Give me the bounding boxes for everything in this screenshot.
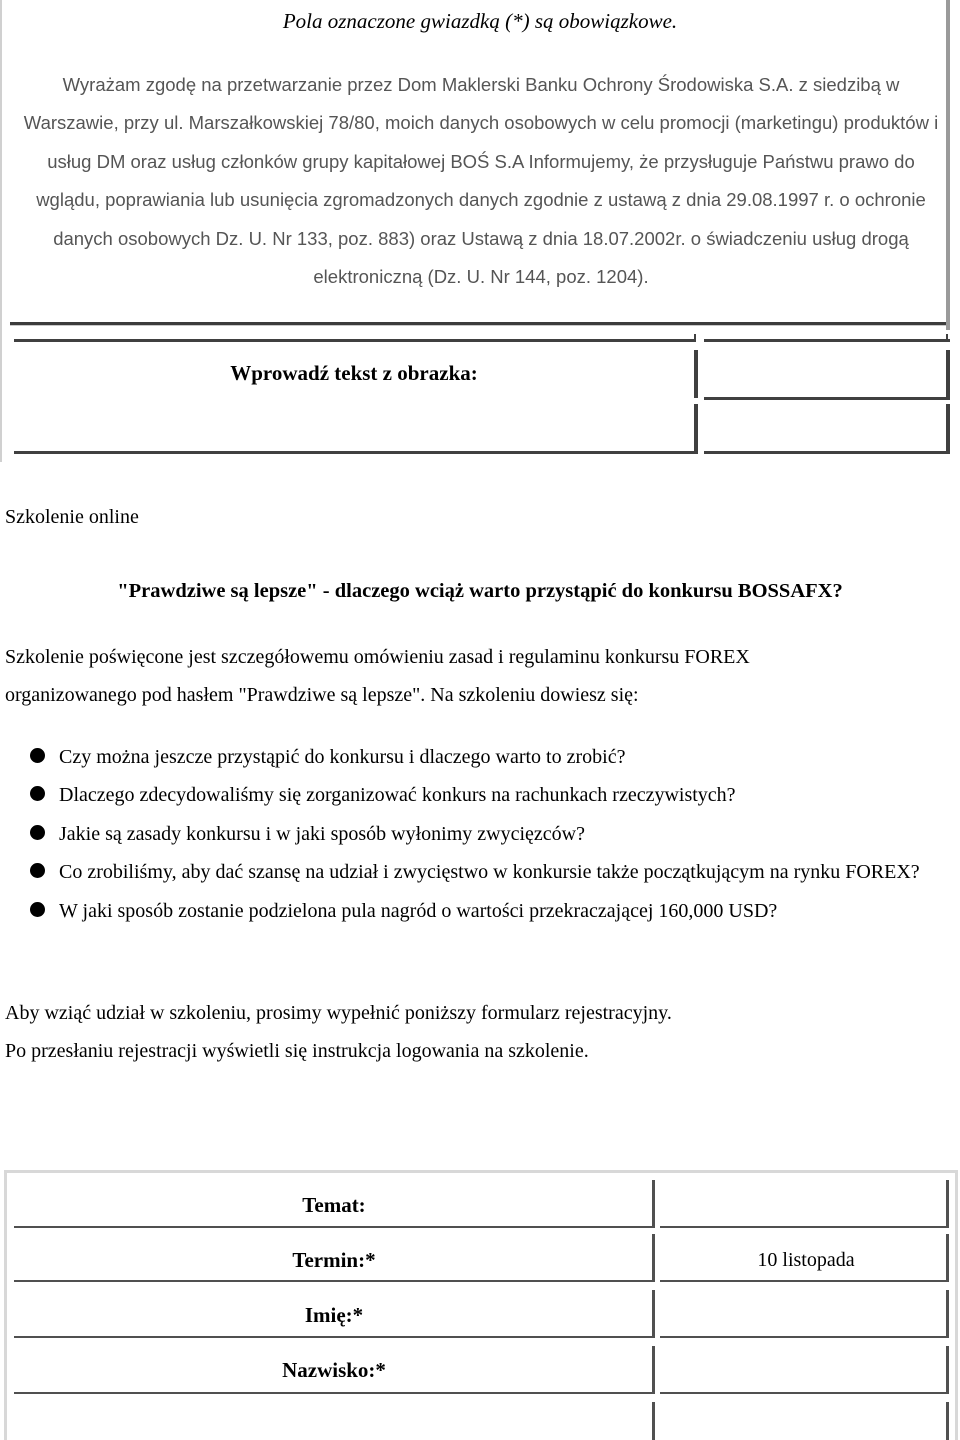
topics-list <box>0 738 960 930</box>
captcha-row2-rightline <box>694 404 698 452</box>
captcha-input-tick <box>946 334 948 342</box>
list-item-text: Czy można jeszcze przystąpić do konkursu i dlaczego warto to zrobić? <box>59 746 626 768</box>
topic-value-cell-right <box>946 1180 949 1228</box>
first-name-input[interactable] <box>660 1290 952 1340</box>
first-name-input-right <box>946 1290 949 1338</box>
list-item-text: Co zrobiliśmy, aby dać szansę na udział i zwycięstwo w konkursie także początkującym na rynku FOREX? <box>59 861 920 884</box>
date-label: Termin:* <box>292 1248 376 1272</box>
form-left-border <box>4 1170 7 1440</box>
date-value: 10 listopada <box>757 1249 855 1271</box>
captcha-input-rightline <box>946 350 950 398</box>
list-item-text: Jakie są zasady konkursu i w jaki sposób wyłonimy zwycięzców? <box>59 822 585 845</box>
consent-panel-right-border <box>946 0 950 330</box>
captcha-input-bottomline <box>704 397 950 400</box>
captcha-cell-tick <box>694 334 696 342</box>
list-item <box>0 738 960 776</box>
captcha-text-input[interactable] <box>704 334 950 400</box>
next-row-input-cell-right <box>946 1402 949 1440</box>
captcha-row2-right-rightline <box>946 404 950 452</box>
first-name-input-bottom <box>660 1336 949 1338</box>
bullet-icon <box>30 748 45 763</box>
bullet-icon <box>30 902 45 917</box>
topic-value-cell <box>660 1180 952 1230</box>
captcha-input-topline <box>704 339 950 342</box>
captcha-cell-topline <box>14 339 696 342</box>
list-item <box>0 892 960 930</box>
consent-divider-shadow <box>10 325 946 326</box>
captcha-row2-right-bottomline <box>704 451 950 454</box>
headline: "Prawdziwe są lepsze" - dlaczego wciąż warto przystąpić do konkursu BOSSAFX? <box>117 580 843 602</box>
list-item <box>0 776 960 814</box>
date-label-cell-right <box>652 1234 655 1282</box>
list-item <box>0 853 960 891</box>
required-fields-note: Pola oznaczone gwiazdką (*) są obowiązkowe. <box>282 9 678 33</box>
captcha-row2-bottomline <box>14 451 698 454</box>
intro-paragraph: Szkolenie poświęcone jest szczegółowemu omówieniu zasad i regulaminu konkursu FOREX organizowanego pod hasłem "Prawdziwe są lepsze". Na szkoleniu dowiesz się: <box>5 646 750 707</box>
first-name-label-cell-right <box>652 1290 655 1338</box>
first-name-label: Imię:* <box>304 1303 364 1327</box>
bullet-icon <box>30 825 45 840</box>
section-title: Szkolenie online <box>5 506 139 528</box>
next-row-label-cell-right <box>652 1402 655 1440</box>
captcha-label: Wprowadź tekst z obrazka: <box>230 361 478 385</box>
list-item-text: W jaki sposób zostanie podzielona pula nagród o wartości przekraczającej 160,000 USD? <box>59 899 778 922</box>
topic-label-cell-bottom <box>14 1226 655 1228</box>
topic-label: Temat: <box>302 1193 366 1217</box>
date-label-cell-bottom <box>14 1280 655 1282</box>
last-name-label-cell-right <box>652 1346 655 1394</box>
list-item <box>0 815 960 853</box>
date-select-bottom <box>660 1280 949 1282</box>
consent-panel-left-border <box>0 0 2 462</box>
consent-text[interactable]: Wyrażam zgodę na przetwarzanie przez Dom Maklerski Banku Ochrony Środowiska S.A. z siedzibą w Warszawie, przy ul. Marszałkowskiej 78/80, moich danych osobowych w celu promocji (marketingu) produktów i usług DM oraz usług członków grupy kapitałowej BOŚ S.A Informujemy, że przysługuje Państwu prawo do wglądu, poprawiania lub usunięcia zgromadzonych danych zgodnie z ustawą z dnia 29.08.1997 r. o ochronie danych osobowych Dz. U. Nr 133, poz. 883) oraz Ustawą z dnia 18.07.2002r. o świadczeniu usług drogą elektroniczną (Dz. U. Nr 144, poz. 1204). <box>23 74 939 288</box>
last-name-input-right <box>946 1346 949 1394</box>
outro-line-1: Aby wziąć udział w szkoleniu, prosimy wypełnić poniższy formularz rejestracyjny. <box>5 1002 672 1024</box>
captcha-row2-right-cell <box>704 404 950 456</box>
first-name-label-cell-bottom <box>14 1336 655 1338</box>
list-item-text: Dlaczego zdecydowaliśmy się zorganizować konkurs na rachunkach rzeczywistych? <box>59 784 736 807</box>
next-row-input-cell[interactable] <box>660 1402 952 1440</box>
last-name-label: Nazwisko:* <box>282 1358 386 1382</box>
form-top-border <box>4 1170 956 1173</box>
last-name-label-cell-bottom <box>14 1392 655 1394</box>
captcha-cell-rightline <box>694 350 698 398</box>
next-row-label-cell <box>14 1402 658 1440</box>
topic-label-cell-right <box>652 1180 655 1228</box>
form-right-border <box>955 1170 958 1440</box>
bullet-icon <box>30 863 45 878</box>
last-name-input[interactable] <box>660 1346 952 1396</box>
captcha-submit-cell <box>14 404 700 456</box>
topic-value-cell-bottom <box>660 1226 949 1228</box>
bullet-icon <box>30 786 45 801</box>
last-name-input-bottom <box>660 1392 949 1394</box>
outro-line-2: Po przesłaniu rejestracji wyświetli się instrukcja logowania na szkolenie. <box>5 1040 589 1062</box>
